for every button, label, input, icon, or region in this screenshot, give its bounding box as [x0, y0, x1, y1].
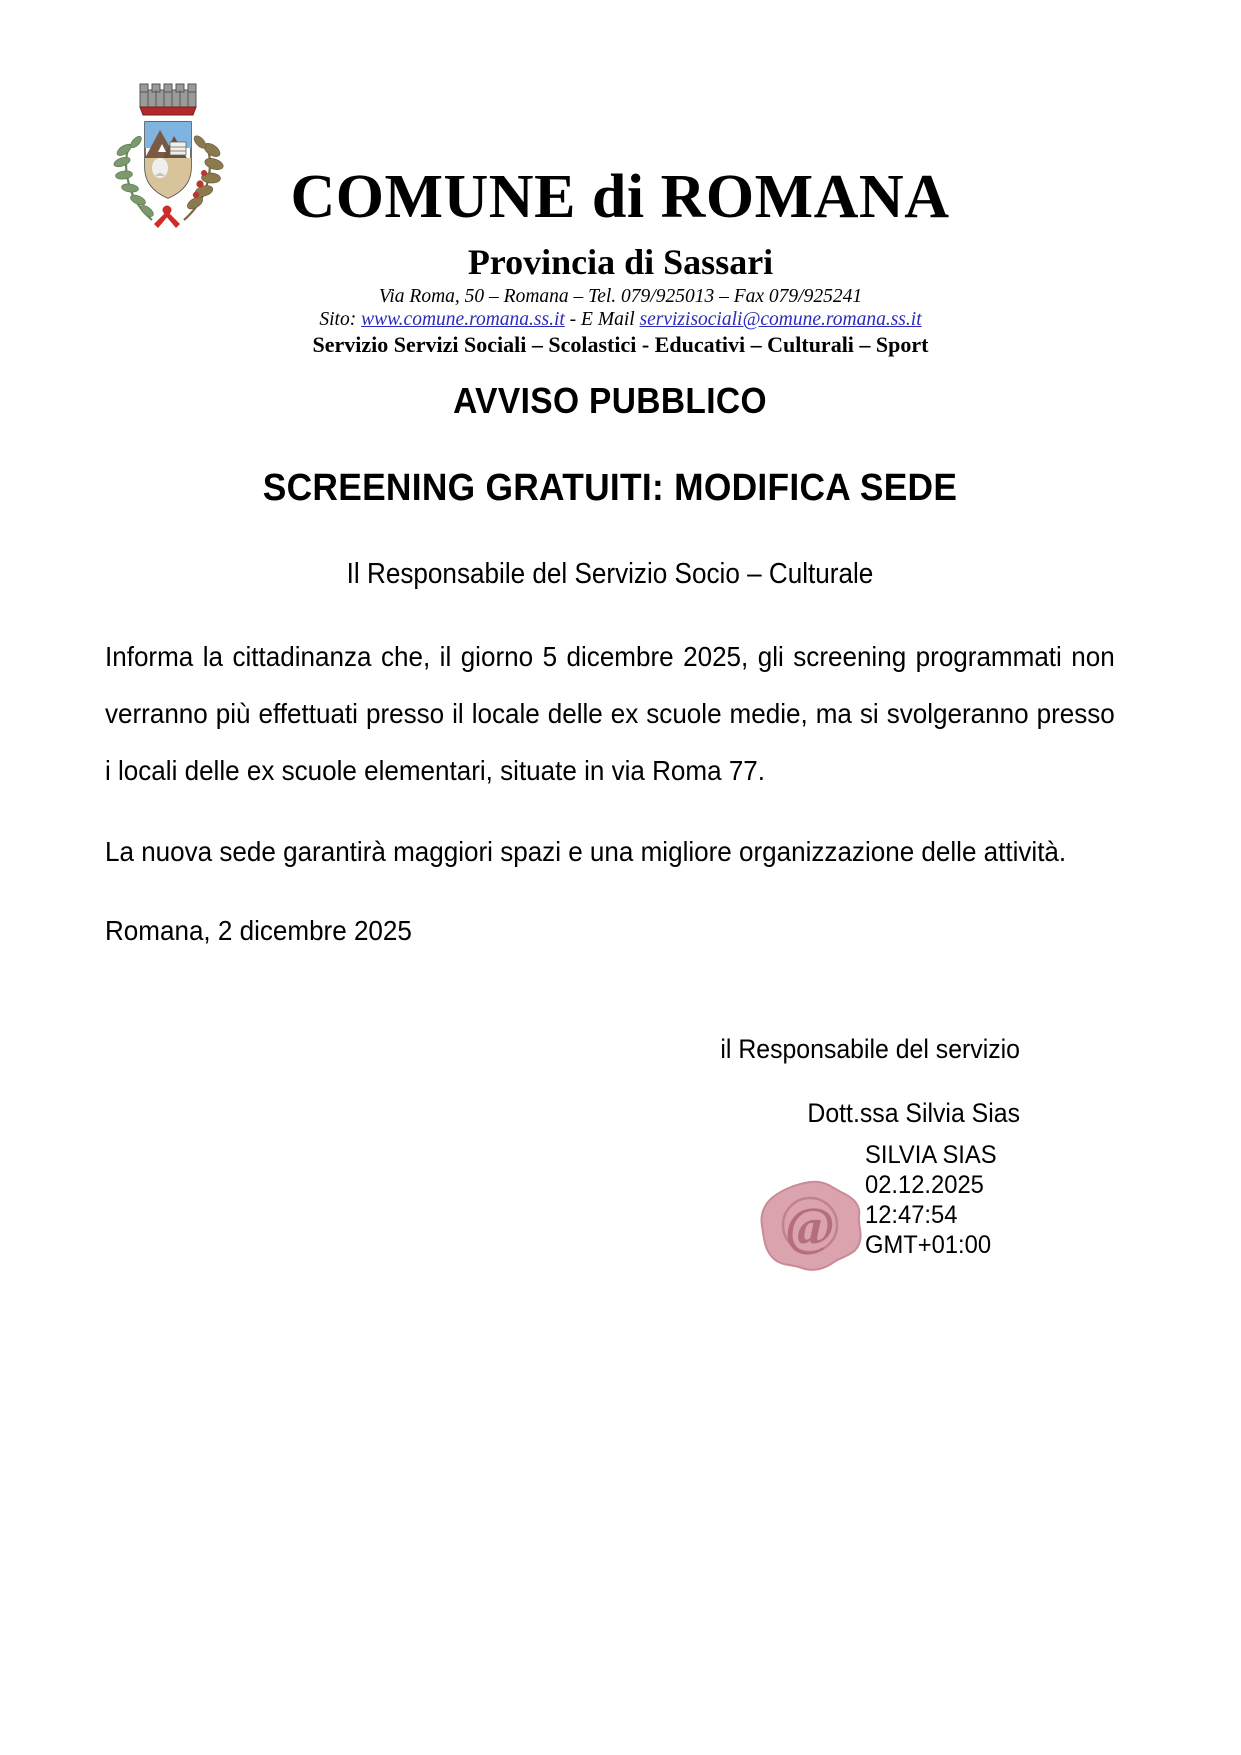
document-header — [0, 72, 1241, 357]
signature-block — [600, 1032, 1020, 1130]
page-title: COMUNE di ROMANA — [290, 163, 950, 231]
issuer-line: Il Responsabile del Servizio Socio – Culturale — [346, 558, 874, 590]
contact-line — [0, 308, 1241, 332]
province-subtitle: Provincia di Sassari — [467, 242, 774, 282]
service-department-line: Servizio Servizi Sociali – Scolastici - Educativi – Culturali – Sport — [312, 332, 929, 357]
seal-date: 02.12.2025 — [865, 1171, 984, 1199]
seal-timezone: GMT+01:00 — [865, 1231, 992, 1259]
digital-signature-details — [865, 1140, 997, 1260]
document-body — [105, 380, 1115, 959]
address-line: Via Roma, 50 – Romana – Tel. 079/925013 – Fax 079/925241 — [378, 286, 863, 307]
digital-signature-seal-icon — [755, 1178, 865, 1273]
seal-time: 12:47:54 — [865, 1201, 958, 1229]
header-crest-row — [0, 72, 1241, 231]
svg-text:@: @ — [784, 1196, 836, 1256]
site-label: Sito: — [319, 309, 362, 330]
place-date-line: Romana, 2 dicembre 2025 — [105, 915, 412, 946]
body-paragraph-1: Informa la cittadinanza che, il giorno 5 dicembre 2025, gli screening programmati non verranno più effettuati presso il locale delle ex scuole medie, ma si svolgeranno presso i locali delle ex scuole elementari, situate in via Roma 77. — [105, 641, 1115, 786]
notice-type-heading: AVVISO PUBBLICO — [453, 380, 767, 421]
notice-title-heading: SCREENING GRATUITI: MODIFICA SEDE — [262, 467, 958, 509]
website-link[interactable]: www.comune.romana.ss.it — [361, 309, 565, 330]
signature-role: il Responsabile del servizio — [720, 1034, 1020, 1064]
body-paragraph-2: La nuova sede garantirà maggiori spazi e una migliore organizzazione delle attività. — [105, 836, 1067, 867]
digital-signature-block — [755, 1140, 1055, 1280]
email-link[interactable]: servizisociali@comune.romana.ss.it — [639, 309, 922, 330]
seal-signer-name: SILVIA SIAS — [865, 1141, 997, 1169]
email-label: - E Mail — [564, 309, 640, 330]
signature-name: Dott.ssa Silvia Sias — [807, 1098, 1020, 1128]
